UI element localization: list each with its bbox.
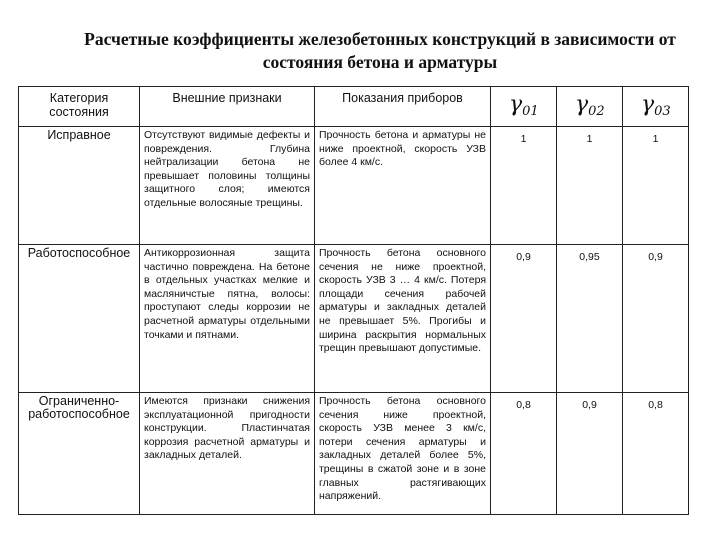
gamma-03-value: 0,8 (623, 393, 689, 515)
header-gamma-02 (557, 87, 623, 127)
category-cell: Исправное (19, 127, 140, 245)
header-readings: Показания приборов (315, 87, 491, 127)
header-row (19, 87, 689, 127)
gamma-subscript: 01 (522, 104, 539, 119)
page-title: Расчетные коэффициенты железобетонных конструкций в зависимости от состояния бетона и арматуры (84, 29, 676, 72)
header-gamma-01 (491, 87, 557, 127)
gamma-02-value: 0,95 (557, 245, 623, 393)
signs-cell: Антикоррозионная защита частично повреждена. На бетоне в отдельных участках мелкие и масляничстые пятна, волосы: проступают следы коррозии не расчетной арматуры отдельными точками и пятнами. (140, 245, 315, 393)
readings-cell: Прочность бетона основного сечения не ниже проектной, скорость УЗВ 3 … 4 км/с. Потеря площади сечения рабочей арматуры и закладных деталей не превышает 5%. Прогибы и ширина раскрытия нормальных трещин превышают допустимые. (315, 245, 491, 393)
gamma-01-value: 0,8 (491, 393, 557, 515)
gamma-symbol: γ (509, 92, 523, 117)
gamma-01-value: 1 (491, 127, 557, 245)
gamma-02-value: 0,9 (557, 393, 623, 515)
readings-cell: Прочность бетона и арматуры не ниже проектной, скорость УЗВ более 4 км/с. (315, 127, 491, 245)
header-category: Категория состояния (19, 87, 140, 127)
gamma-01-value: 0,9 (491, 245, 557, 393)
coefficients-table (18, 86, 689, 515)
gamma-03-value: 0,9 (623, 245, 689, 393)
header-gamma-03 (623, 87, 689, 127)
gamma-symbol: γ (641, 92, 655, 117)
category-cell: Ограниченно-работоспособное (19, 393, 140, 515)
readings-cell: Прочность бетона основного сечения ниже проектной, скорость УЗВ менее 3 км/с, потери сечения арматуры и закладных деталей более 5%, трещины в сжатой зоне и в зоне главных растягивающих напряжений. (315, 393, 491, 515)
gamma-subscript: 02 (588, 104, 605, 119)
gamma-symbol: γ (575, 92, 589, 117)
signs-cell: Имеются признаки снижения эксплуатационной пригодности конструкции. Пластинчатая коррозия расчетной арматуры и закладных деталей. (140, 393, 315, 515)
signs-cell: Отсутствуют видимые дефекты и повреждения. Глубина нейтрализации бетона не превышает половины толщины защитного слоя; имеются отдельные волосяные трещины. (140, 127, 315, 245)
table-row (19, 127, 689, 245)
header-signs: Внешние признаки (140, 87, 315, 127)
table-row (19, 245, 689, 393)
table-row (19, 393, 689, 515)
gamma-03-value: 1 (623, 127, 689, 245)
category-cell: Работоспособное (19, 245, 140, 393)
gamma-subscript: 03 (654, 104, 671, 119)
gamma-02-value: 1 (557, 127, 623, 245)
